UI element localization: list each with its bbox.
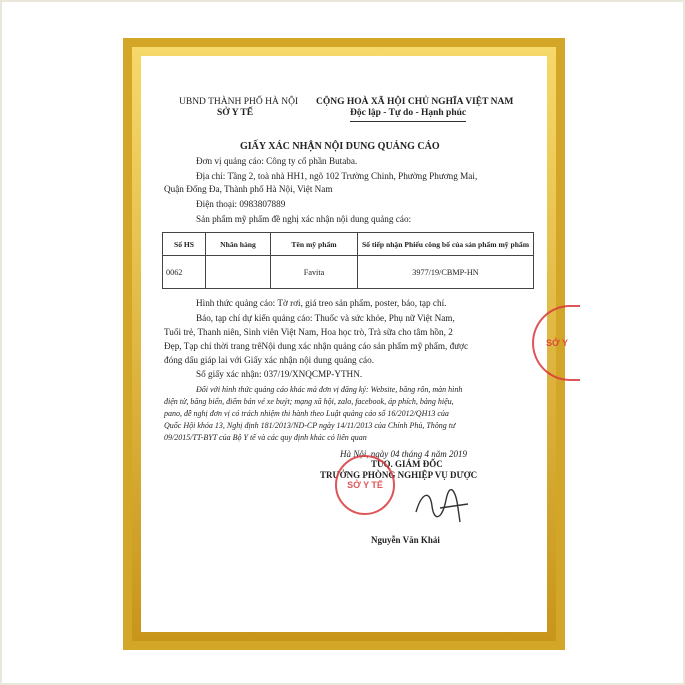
note-line4: Quốc Hội khóa 13, Nghị định 181/2013/ND-CP ngày 14/11/2013 của Chính Phủ, Thông tư bbox=[164, 421, 456, 430]
address-line2: Quận Đống Đa, Thành phố Hà Nội, Việt Nam bbox=[164, 184, 333, 194]
note-line2: điện tử, băng biển, điểm bán vé xe buýt; mạng xã hội, zalo, facebook, áp phích, bảng hiệu, bbox=[164, 397, 454, 406]
header-right-line2: Độc lập - Tự do - Hạnh phúc bbox=[350, 108, 467, 118]
handwritten-signature bbox=[412, 486, 472, 526]
press-line3: Đẹp, Tạp chí thời trang trêNội dung xác nhận quảng cáo sản phẩm mỹ phẩm, được bbox=[164, 341, 469, 351]
ad-forms: Hình thức quảng cáo: Tờ rơi, giá treo sản phẩm, poster, báo, tạp chí. bbox=[196, 298, 447, 308]
press-line2: Tuổi trẻ, Thanh niên, Sinh viên Việt Nam, Hoa học trò, Trà sữa cho tâm hồn, 2 bbox=[164, 327, 453, 337]
table-header-cell: Số tiếp nhận Phiếu công bố của sản phẩm mỹ phẩm bbox=[358, 233, 534, 256]
seal-text: SỞ Y TẾ bbox=[347, 480, 383, 490]
table-cell: Favita bbox=[271, 256, 358, 289]
document-title: GIẤY XÁC NHẬN NỘI DUNG QUẢNG CÁO bbox=[240, 141, 440, 152]
official-seal-stamp bbox=[335, 455, 395, 515]
table-header-cell: Số HS bbox=[163, 233, 206, 256]
table-cell: 3977/19/CBMP-HN bbox=[358, 256, 534, 289]
border-seal-text: SỞ Y bbox=[545, 338, 569, 348]
product-table bbox=[162, 232, 534, 289]
table-row bbox=[163, 256, 534, 289]
sign-role2: TRƯỞNG PHÒNG NGHIỆP VỤ DƯỢC bbox=[320, 470, 478, 480]
address-line1: Địa chỉ: Tầng 2, toà nhà HH1, ngõ 102 Trường Chinh, Phường Phương Mai, bbox=[196, 171, 478, 181]
advertiser-unit: Đơn vị quảng cáo: Công ty cổ phần Butaba. bbox=[196, 156, 358, 166]
table-cell bbox=[206, 256, 271, 289]
table-header-cell: Nhãn hàng bbox=[206, 233, 271, 256]
signer-name: Nguyễn Văn Khải bbox=[371, 535, 440, 545]
products-intro: Sản phẩm mỹ phẩm đề nghị xác nhận nội dung quảng cáo: bbox=[196, 214, 412, 224]
sign-role1: TUQ. GIÁM ĐỐC bbox=[371, 459, 443, 469]
phone: Điện thoại: 0983807889 bbox=[196, 199, 286, 209]
table-cell: 0062 bbox=[163, 256, 206, 289]
header-left-line2: SỞ Y TẾ bbox=[217, 108, 254, 118]
note-line5: 09/2015/TT-BYT của Bộ Y tế và các quy định khác có liên quan bbox=[164, 433, 367, 442]
table-header-cell: Tên mỹ phẩm bbox=[271, 233, 358, 256]
press-line4: đóng dấu giáp lai với Giấy xác nhận nội dung quảng cáo. bbox=[164, 355, 374, 365]
table-header-row bbox=[163, 233, 534, 256]
certificate-number: Số giấy xác nhận: 037/19/XNQCMP-YTHN. bbox=[196, 369, 363, 379]
note-line3: pano, đề nghị đơn vị có trách nhiệm thi hành theo Luật quảng cáo số 16/2012/QH13 của bbox=[164, 409, 449, 418]
press-line1: Báo, tạp chí dự kiến quảng cáo: Thuốc và sức khỏe, Phụ nữ Việt Nam, bbox=[196, 313, 455, 323]
header-right-line1: CỘNG HOÀ XÃ HỘI CHỦ NGHĨA VIỆT NAM bbox=[316, 97, 514, 107]
header-divider bbox=[350, 121, 466, 122]
sign-date: Hà Nội, ngày 04 tháng 4 năm 2019 bbox=[340, 449, 467, 459]
note-line1: Đối với hình thức quảng cáo khác mà đơn vị đăng ký: Website, băng rôn, màn hình bbox=[196, 385, 463, 394]
header-left-line1: UBND THÀNH PHỐ HÀ NỘI bbox=[179, 97, 299, 107]
